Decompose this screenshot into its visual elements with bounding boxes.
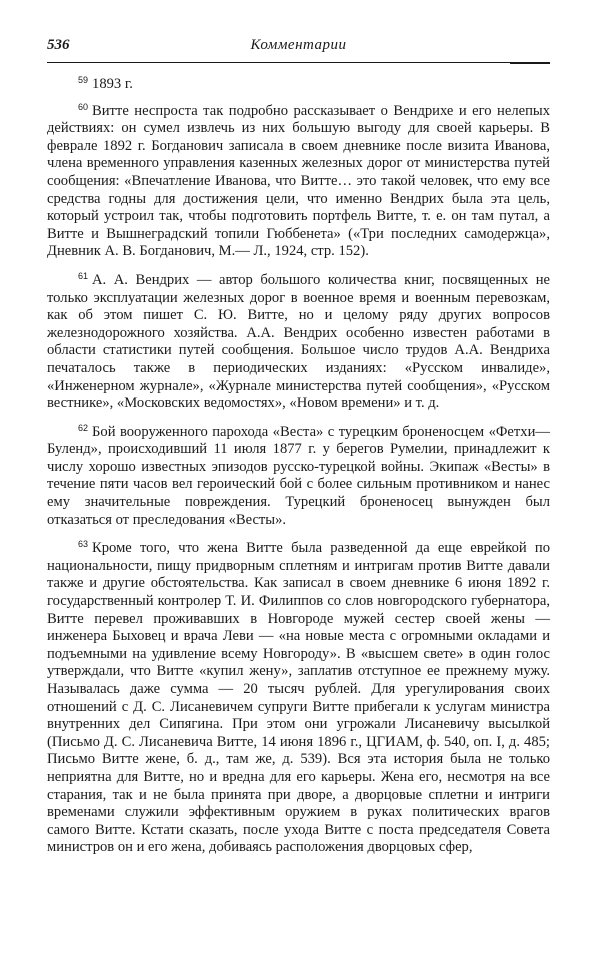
note-number: 61: [78, 270, 89, 281]
note-number: 63: [78, 539, 89, 550]
book-page: [47, 0, 550, 856]
note-59: [47, 72, 550, 94]
note-number: 59: [78, 75, 89, 85]
note-text: 1893 г.: [92, 76, 133, 92]
note-62: [47, 420, 550, 530]
note-text: Бой вооруженного парохода «Веста» с турецким броненосцем «Фетхи—Буленд», происходивший 11 июля 1877 г. у берегов Румелии, принадлежит к числу хорошо известных эпизодов русско-турецкой войны. Экипаж «Весты» в течение пяти часов вел героический бой с более сильным противником и нанес ему значительные повреждения. Турецкий броненосец вынужден был отказаться от преследования «Весты».: [47, 423, 550, 528]
header-rule-end: [510, 62, 550, 64]
note-63: [47, 536, 550, 857]
note-61: [47, 268, 550, 413]
footnotes-section: [47, 72, 550, 864]
note-number: 62: [78, 422, 89, 433]
note-text: Кроме того, что жена Витте была разведенной да еще еврейкой по национальности, пищу придворным сплетням и интригам против Витте давали также и другие обстоятельства. Как записал в своем дневнике 6 июня 1892 г. государственный контролер Т. И. Филиппов со слов новгородского губернатора, Витте перевел проживавших в Новгороде мужей сестер своей жены — инженера Быховец и врача Леви — «на новые места с огромными окладами и подъемными на удивление всему Новгороду». В «высшем свете» в один голос утверждали, что Витте «купил жену», заплатив отступное ее прежнему мужу. Называлась даже сумма — 20 тысяч рублей. Для урегулирования своих отношений с Д. С. Лисаневичем супруги Витте прибегали к услугам министра внутренних дел Сипягина. При этом они угрожали Лисаневичу высылкой (Письмо Д. С. Лисаневича Витте, 14 июня 1896 г., ЦГИАМ, ф. 540, оп. I, д. 485; Письмо Витте жене, б. д., там же, д. 539). Вся эта история была не только неприятна для Витте, но и вредна для его карьеры. Жена его, несмотря на все старания, так и не была принята при дворе, а дворцовые сплетни и интриги временами служили эффективным оружием в руках политических врагов самого Витте. Кстати сказать, после ухода Витте с поста председателя Совета министров он и его жена, добиваясь расположения дворцовых сфер,: [47, 540, 550, 856]
note-text: А. А. Вендрих — автор большого количества книг, посвященных не только эксплуатации железных дорог в военное время и военным перевозкам, как об этом пишет С. Ю. Витте, но и целому ряду других вопросов железнодорожного хозяйства. А.А. Вендрих особенно известен работами в области статистики путей сообщения. Большое число трудов А.А. Вендриха печаталось также в периодических изданиях: «Русском инвалиде», «Инженерном журнале», «Журнале министерства путей сообщения», «Русском вестнике», «Московских ведомостях», «Новом времени» и т. д.: [47, 271, 550, 412]
page-header: [47, 0, 550, 66]
note-text: Витте неспроста так подробно рассказывает о Вендрихе и его нелепых действиях: он сумел извлечь из них большую выгоду для своей карьеры. В феврале 1892 г. Богданович записала в своем дневнике после визита Иванова, члена временного управления казенных железных дорог от министерства путей сообщения: «Впечатление Иванова, что Витте… это такой человек, что ему все средства годны для достижения цели, что именно Вендрих была эта цель, который устроил так, чтобы подготовить портфель Витте, т. е. он там путал, а Витте и Вышнеградский топили Гюббенета» («Три последних самодержца», Дневник А. В. Богданович, М.— Л., 1924, стр. 152).: [47, 102, 550, 260]
page-number: 536: [47, 37, 70, 53]
header-rule: [47, 62, 550, 63]
note-number: 60: [78, 101, 89, 112]
note-60: [47, 99, 550, 261]
running-title: Комментарии: [250, 37, 347, 53]
